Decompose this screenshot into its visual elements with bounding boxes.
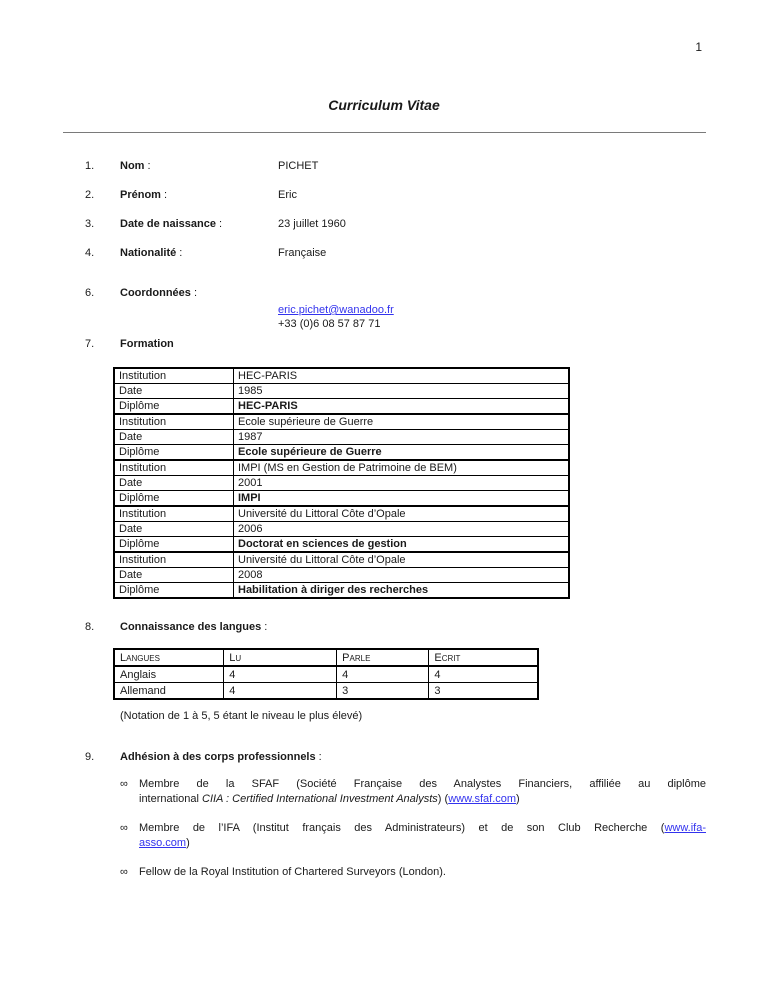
coordonnees-section — [85, 287, 394, 331]
field-row-nationalite — [85, 247, 346, 260]
languages-table — [113, 648, 539, 700]
table-row: Diplôme IMPI — [114, 491, 569, 507]
field-label: Prénom : — [120, 189, 168, 201]
section-heading-langues — [85, 621, 267, 634]
table-row: Date 2006 — [114, 522, 569, 537]
field-number: 3. — [85, 218, 95, 230]
list-item-ifa — [120, 821, 706, 851]
column-header-ecrit: Ecrit — [429, 649, 538, 666]
table-row: Date 2008 — [114, 568, 569, 583]
table-row: Date 1985 — [114, 384, 569, 399]
field-value: PICHET — [278, 160, 319, 172]
field-label: Coordonnées : — [120, 287, 198, 299]
sfaf-link[interactable]: www.sfaf.com — [448, 793, 517, 805]
column-header-langues: Langues — [114, 649, 224, 666]
email-link[interactable]: eric.pichet@wanadoo.fr — [278, 304, 394, 316]
section-number: 7. — [85, 338, 95, 350]
table-row: Date 2001 — [114, 476, 569, 491]
section-label: Connaissance des langues : — [120, 621, 268, 633]
title-divider — [63, 132, 706, 133]
list-item-line: Membre de la SFAF (Société Française des Analystes Financiers, affiliée au diplôme — [139, 778, 706, 790]
document-title: Curriculum Vitae — [328, 97, 440, 113]
section-label: Adhésion à des corps professionnels : — [120, 751, 322, 763]
infinity-bullet-icon: ∞ — [120, 778, 128, 790]
field-number: 6. — [85, 287, 95, 299]
list-item-rics — [120, 865, 706, 880]
section-number: 9. — [85, 751, 95, 763]
table-row: Diplôme Habilitation à diriger des recherches — [114, 583, 569, 599]
table-row: Allemand 4 3 3 — [114, 683, 538, 700]
section-heading-formation — [85, 338, 174, 351]
infinity-bullet-icon: ∞ — [120, 866, 128, 878]
list-item-line: international CIIA : Certified International Investment Analysts) (www.sfaf.com) — [139, 793, 520, 805]
coordonnees-values — [278, 303, 394, 331]
section-label: Formation — [120, 338, 174, 350]
field-label: Nationalité : — [120, 247, 183, 259]
field-label: Date de naissance : — [120, 218, 223, 230]
field-row-nom — [85, 160, 346, 173]
field-value: 23 juillet 1960 — [278, 218, 346, 230]
table-row: Institution Ecole supérieure de Guerre — [114, 414, 569, 430]
table-row: Diplôme HEC-PARIS — [114, 399, 569, 415]
italic-text: CIIA : Certified International Investment Analysts — [202, 793, 438, 805]
list-item-line: asso.com) — [139, 837, 190, 849]
field-value: Eric — [278, 189, 297, 201]
page-number: 1 — [695, 40, 702, 54]
table-row: Institution Université du Littoral Côte d’Opale — [114, 506, 569, 522]
field-row-prenom — [85, 189, 346, 202]
field-number: 2. — [85, 189, 95, 201]
table-row: Institution Université du Littoral Côte d’Opale — [114, 552, 569, 568]
table-row: Date 1987 — [114, 430, 569, 445]
coordonnees-heading — [85, 287, 394, 300]
field-number: 4. — [85, 247, 95, 259]
table-row: Anglais 4 4 4 — [114, 666, 538, 683]
column-header-parle: Parle — [337, 649, 429, 666]
list-item-line: Fellow de la Royal Institution of Chartered Surveyors (London). — [139, 866, 446, 878]
field-row-naissance — [85, 218, 346, 231]
ifa-link[interactable]: asso.com — [139, 837, 187, 849]
table-row: Institution HEC-PARIS — [114, 368, 569, 384]
list-item-sfaf — [120, 777, 706, 807]
formation-table — [113, 367, 570, 599]
table-header-row — [114, 649, 538, 666]
infinity-bullet-icon: ∞ — [120, 822, 128, 834]
identity-fields — [85, 160, 346, 276]
table-row: Diplôme Doctorat en sciences de gestion — [114, 537, 569, 553]
field-label: Nom : — [120, 160, 151, 172]
list-item-line: Membre de l’IFA (Institut français des Administrateurs) et de son Club Recherche (www.ifa- — [139, 822, 706, 834]
membership-list — [120, 777, 706, 880]
field-number: 1. — [85, 160, 95, 172]
table-row: Institution IMPI (MS en Gestion de Patrimoine de BEM) — [114, 460, 569, 476]
notation-note: (Notation de 1 à 5, 5 étant le niveau le plus élevé) — [120, 710, 363, 722]
field-value: Française — [278, 247, 327, 259]
phone-number: +33 (0)6 08 57 87 71 — [278, 318, 381, 330]
ifa-link[interactable]: www.ifa- — [664, 822, 706, 834]
section-heading-adhesion — [85, 751, 322, 764]
section-number: 8. — [85, 621, 95, 633]
table-row: Diplôme Ecole supérieure de Guerre — [114, 445, 569, 461]
column-header-lu: Lu — [224, 649, 337, 666]
